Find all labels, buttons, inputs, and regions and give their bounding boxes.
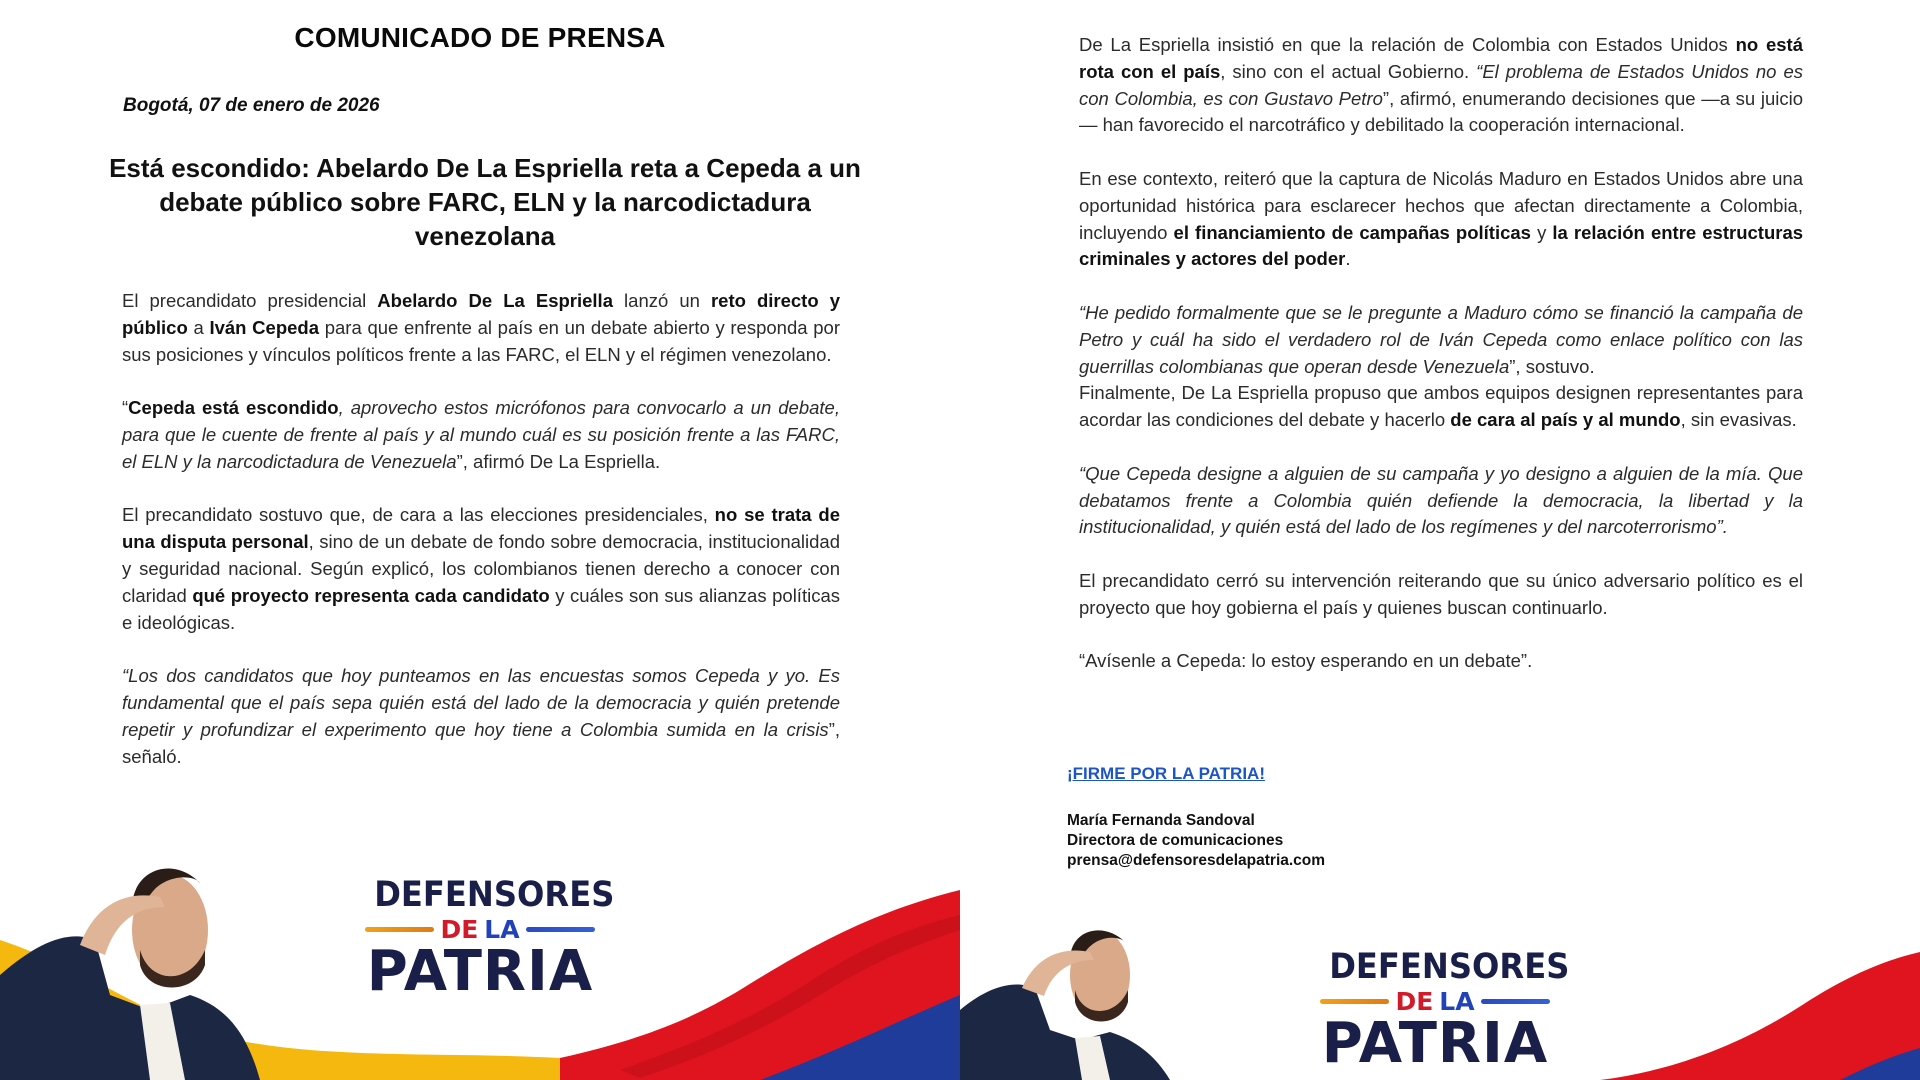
dateline: Bogotá, 07 de enero de 2026 (123, 95, 380, 116)
defensores-de-la-patria-logo: DEFENSORES DE LA PATRIA (366, 875, 615, 1004)
blue-stripe (1481, 999, 1550, 1004)
body-paragraph: El precandidato presidencial Abelardo De La Espriella lanzó un reto directo y público a Iván Cepeda para que enfrente al país en un debate abierto y responda por sus posiciones y vínculos políticos frente a las FARC, el ELN y el régimen venezolano. (122, 290, 840, 365)
sign-petition-link[interactable]: ¡FIRME POR LA PATRIA! (1067, 764, 1265, 783)
signature-block (1067, 811, 1325, 871)
body-paragraph: “Que Cepeda designe a alguien de su campaña y yo designo a alguien de la mía. Que debatamos frente a Colombia quién defiende la democracia, la libertad y la institucionalidad, y quién está del lado de los regímenes y del narcoterrorismo”. (1079, 462, 1803, 538)
signature-role: Directora de comunicaciones (1067, 832, 1284, 849)
body-paragraph: En ese contexto, reiteró que la captura de Nicolás Maduro en Estados Unidos abre una oportunidad histórica para esclarecer hechos que afectan directamente a Colombia, incluyendo el financiamiento de campañas políticas y la relación entre estructuras criminales y actores del poder. (1079, 167, 1804, 270)
body-paragraph: “Avísenle a Cepeda: lo estoy esperando en un debate”. (1079, 650, 1533, 672)
candidate-saluting-photo (0, 845, 270, 1080)
document-title: COMUNICADO DE PRENSA (294, 22, 666, 53)
body-paragraph: Finalmente, De La Espriella propuso que ambos equipos designen representantes para acordar las condiciones del debate y hacerlo de cara al país y al mundo, sin evasivas. (1079, 382, 1803, 431)
footer-banner-right (960, 880, 1920, 1080)
yellow-stripe (1320, 999, 1389, 1004)
body-paragraph: El precandidato cerró su intervención reiterando que su único adversario político es el proyecto que hoy gobierna el país y quienes buscan continuarlo. (1079, 569, 1803, 618)
yellow-stripe (365, 927, 434, 932)
body-paragraph: De La Espriella insistió en que la relación de Colombia con Estados Unidos no está rota con el país, sino con el actual Gobierno. “El problema de Estados Unidos no es con Colombia, es con Gustavo Petro”, afirmó, enumerando decisiones que —a su juicio— han favorecido el narcotráfico y debilitado la cooperación internacional. (1079, 34, 1804, 136)
signature-email[interactable]: prensa@defensoresdelapatria.com (1067, 852, 1326, 869)
signature-name: María Fernanda Sandoval (1067, 812, 1255, 829)
body-paragraph: “Cepeda está escondido, aprovecho estos micrófonos para convocarlo a un debate, para que le cuente de frente al país y al mundo cuál es su posición frente a las FARC, el ELN y la narcodictadura de Venezuela”, afirmó De La Espriella. (122, 397, 840, 472)
body-column-right (1079, 32, 1803, 702)
body-paragraph: “He pedido formalmente que se le pregunte a Maduro cómo se financió la campaña de Petro y cuál ha sido el verdadero rol de Iván Cepeda como enlace político con las guerrillas colombianas que operan desde Venezuela”, sostuvo. (1079, 301, 1803, 377)
body-column-left (122, 288, 840, 797)
headline: Está escondido: Abelardo De La Espriella reta a Cepeda a un debate público sobre FARC, ELN y la narcodictadura venezolana (109, 153, 861, 251)
defensores-de-la-patria-logo: DEFENSORES DE LA PATRIA (1321, 947, 1570, 1076)
footer-banner-left (0, 820, 960, 1080)
body-paragraph: “Los dos candidatos que hoy punteamos en las encuestas somos Cepeda y yo. Es fundamental que el país sepa quién está del lado de la democracia y quién pretende repetir y profundizar el experimento que hoy tiene a Colombia sumida en la crisis”, señaló. (122, 665, 840, 767)
body-paragraph: El precandidato sostuvo que, de cara a las elecciones presidenciales, no se trata de una disputa personal, sino de un debate de fondo sobre democracia, institucionalidad y seguridad nacional. Según explicó, los colombianos tienen derecho a conocer con claridad qué proyecto representa cada candidato y cuáles son sus alianzas políticas e ideológicas. (122, 504, 841, 633)
blue-stripe (526, 927, 595, 932)
candidate-saluting-photo (960, 920, 1180, 1080)
